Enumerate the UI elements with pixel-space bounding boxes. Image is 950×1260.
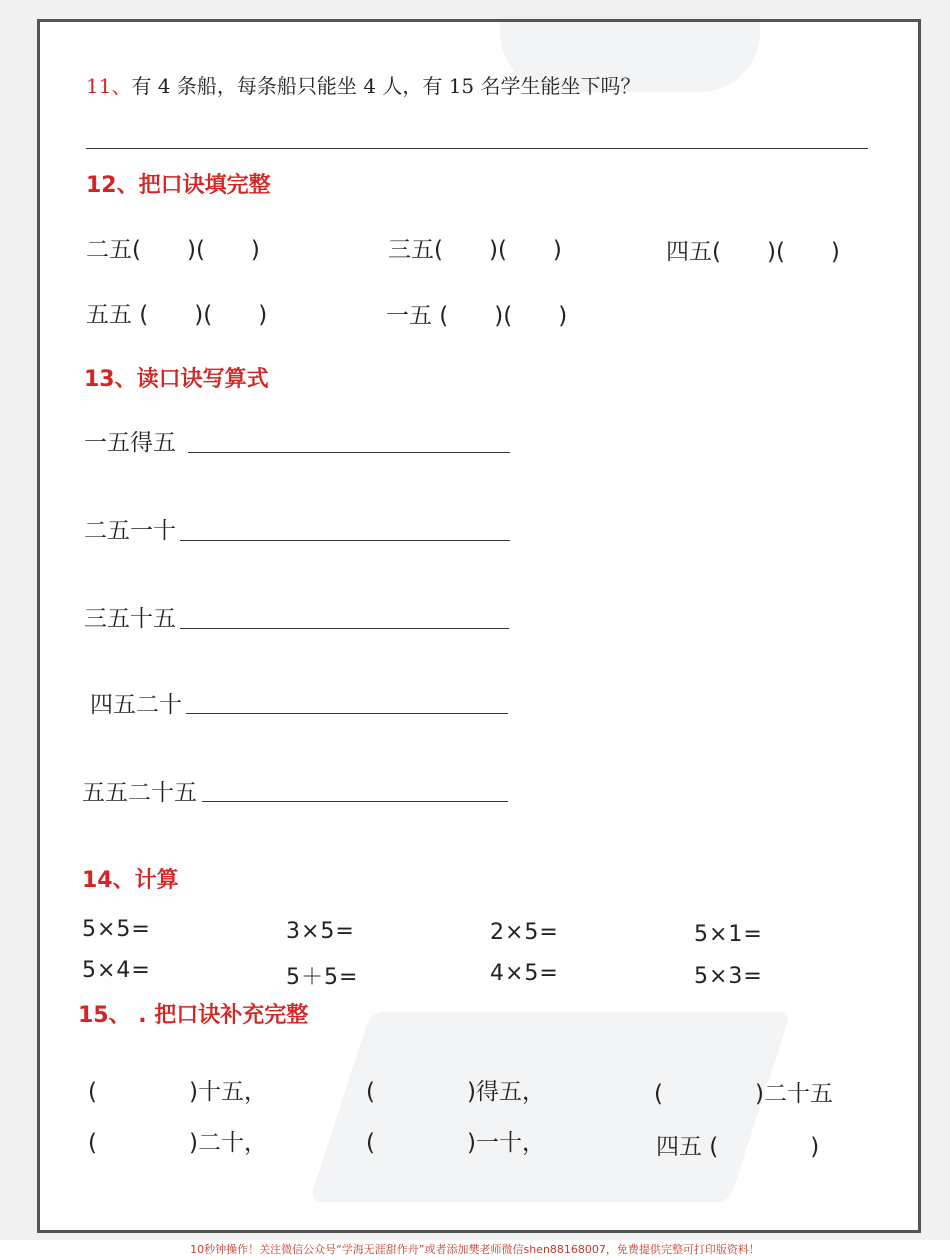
q13-answer-line-1 <box>188 452 510 453</box>
q11-text: 有 4 条船，每条船只能坐 4 人，有 15 名学生能坐下吗？ <box>131 74 641 98</box>
q12-heading: 12、把口诀填完整 <box>86 173 271 198</box>
q12-item-1: 二五( )( ) <box>86 237 260 263</box>
q15-item-4: ( )二十， <box>88 1130 267 1156</box>
q14-item-1: 5×5= <box>82 917 151 942</box>
q12-item-5: 一五 ( )( ) <box>386 303 568 329</box>
footer-promo-text: 10秒钟操作！关注微信公众号“学海无涯甜作舟”或者添加樊老师微信shen88168007，免费提供完整可打印版资料！ <box>0 1240 950 1260</box>
q13-item-4: 四五二十 <box>90 692 182 718</box>
q14-item-8: 5×3= <box>694 964 763 989</box>
q13-answer-line-4 <box>186 713 508 714</box>
q13-item-5: 五五二十五 <box>82 780 197 806</box>
q14-item-4: 5×1= <box>694 922 763 947</box>
q13-item-3: 三五十五 <box>84 606 176 632</box>
q13-answer-line-3 <box>180 628 509 629</box>
q14-item-7: 4×5= <box>490 961 559 986</box>
q11 <box>86 70 641 99</box>
q11-answer-line <box>86 148 868 149</box>
q12-item-2: 三五( )( ) <box>388 237 562 263</box>
q11-number: 11、 <box>86 74 132 98</box>
q15-heading: 15、 . 把口诀补充完整 <box>78 1003 309 1028</box>
q15-item-5: ( )一十， <box>366 1130 545 1156</box>
q13-answer-line-5 <box>202 801 508 802</box>
q13-item-1: 一五得五 <box>84 430 176 456</box>
q15-item-2: ( )得五， <box>366 1079 545 1105</box>
q14-item-2: 3×5= <box>286 919 355 944</box>
q15-item-3: ( )二十五 <box>654 1081 833 1107</box>
q13-answer-line-2 <box>180 540 510 541</box>
q14-item-3: 2×5= <box>490 920 559 945</box>
q14-item-5: 5×4= <box>82 958 151 983</box>
q15-item-6: 四五 ( ) <box>656 1134 820 1160</box>
q12-item-3: 四五( )( ) <box>666 239 840 265</box>
q13-heading: 13、读口诀写算式 <box>84 367 269 392</box>
q15-item-1: ( )十五， <box>88 1079 267 1105</box>
q14-item-6: 5＋5= <box>286 965 359 990</box>
q13-item-2: 二五一十 <box>84 518 176 544</box>
q12-item-4: 五五 ( )( ) <box>86 302 268 328</box>
q14-heading: 14、计算 <box>82 868 179 893</box>
